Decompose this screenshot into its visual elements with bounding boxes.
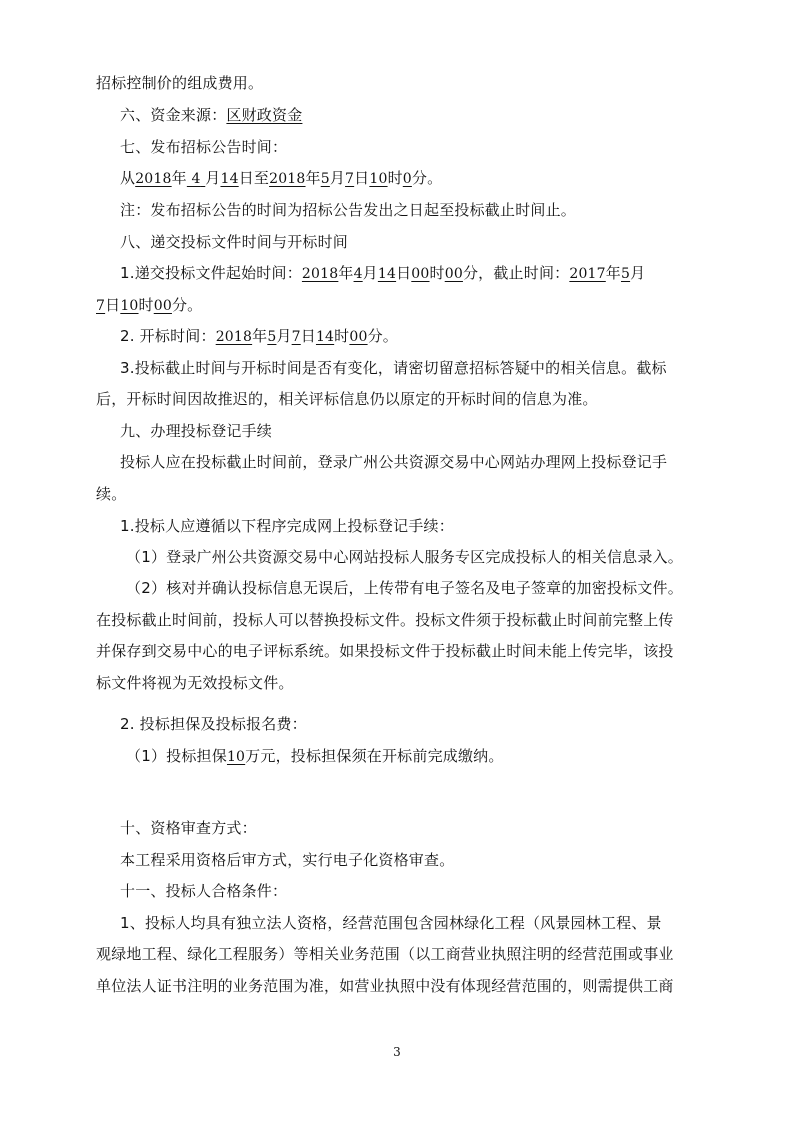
day: 7 bbox=[345, 171, 355, 187]
paragraph-line: 后，开标时间因故推迟的，相关评标信息仍以原定的开标时间的信息为准。 bbox=[96, 390, 598, 408]
section-heading: 七、发布招标公告时间： bbox=[120, 138, 288, 156]
paragraph-line: 招标控制价的组成费用。 bbox=[96, 74, 264, 92]
text: 日 bbox=[300, 327, 316, 345]
opening-time-line bbox=[120, 326, 730, 347]
amount: 10 bbox=[226, 749, 246, 765]
minute: 00 bbox=[349, 329, 368, 345]
year: 2018 bbox=[135, 171, 172, 187]
text: 月 bbox=[276, 327, 292, 345]
month: 5 bbox=[620, 266, 631, 282]
section-heading: 九、办理投标登记手续 bbox=[120, 422, 273, 440]
paragraph-line: 在投标截止时间前，投标人可以替换投标文件。投标文件须于投标截止时间前完整上传 bbox=[96, 611, 674, 629]
text: 分。 bbox=[411, 169, 443, 187]
month: 4 bbox=[353, 266, 363, 282]
text: 日 bbox=[354, 169, 370, 187]
paragraph-line: 投标人应在投标截止时间前，登录广州公共资源交易中心网站办理网上投标登记手 bbox=[120, 453, 668, 471]
text: 日 bbox=[396, 264, 412, 282]
submission-time-line bbox=[120, 263, 730, 284]
paragraph-line: 并保存到交易中心的电子评标系统。如果投标文件于投标截止时间未能上传完毕，该投 bbox=[96, 642, 674, 660]
year: 2018 bbox=[215, 329, 253, 345]
paragraph-line: 续。 bbox=[96, 485, 127, 503]
paragraph-line: （1）登录广州公共资源交易中心网站投标人服务专区完成投标人的相关信息录入。 bbox=[126, 548, 683, 566]
month: 5 bbox=[320, 171, 330, 187]
day: 7 bbox=[96, 298, 106, 314]
text: 分。 bbox=[171, 296, 203, 314]
year: 2018 bbox=[269, 171, 306, 187]
text: 年 bbox=[338, 264, 354, 282]
announcement-period-line bbox=[120, 168, 730, 189]
text: 万元，投标担保须在开标前完成缴纳。 bbox=[245, 747, 504, 765]
section-heading: 十一、投标人合格条件： bbox=[120, 882, 288, 900]
text: 时 bbox=[387, 169, 403, 187]
text: 时 bbox=[138, 296, 154, 314]
paragraph-line: 单位法人证书注明的业务范围为准，如营业执照中没有体现经营范围的，则需提供工商 bbox=[96, 977, 674, 995]
bid-guarantee-line bbox=[126, 746, 736, 767]
section-heading: 十、资格审查方式： bbox=[120, 819, 257, 837]
hour: 14 bbox=[315, 329, 335, 345]
minute: 0 bbox=[402, 171, 412, 187]
text: 2. 开标时间： bbox=[120, 327, 216, 345]
text: 分。 bbox=[367, 327, 398, 345]
text: 日 bbox=[105, 296, 121, 314]
text: 时 bbox=[334, 327, 350, 345]
text: 月 bbox=[362, 264, 378, 282]
day: 14 bbox=[377, 266, 397, 282]
minute: 00 bbox=[153, 298, 172, 314]
text: 年 bbox=[605, 264, 621, 282]
day: 7 bbox=[291, 329, 301, 345]
paragraph-line: 2. 投标担保及投标报名费： bbox=[120, 715, 307, 733]
text: 时 bbox=[429, 264, 445, 282]
text: 年 bbox=[171, 169, 187, 187]
text: 月 bbox=[205, 169, 221, 187]
text: （1）投标担保 bbox=[126, 747, 227, 765]
text: 日至 bbox=[238, 169, 270, 187]
hour: 10 bbox=[369, 171, 388, 187]
section-heading: 八、递交投标文件时间与开标时间 bbox=[120, 233, 349, 251]
month: 5 bbox=[267, 329, 277, 345]
funding-source-line bbox=[120, 105, 730, 125]
paragraph-line: 标文件将视为无效投标文件。 bbox=[96, 674, 294, 692]
hour: 00 bbox=[411, 266, 430, 282]
paragraph-line: 观绿地工程、绿化工程服务）等相关业务范围（以工商营业执照注明的经营范围或事业 bbox=[96, 945, 674, 963]
year: 2018 bbox=[301, 266, 339, 282]
funding-source-label: 六、资金来源： bbox=[120, 106, 227, 124]
minute: 00 bbox=[444, 266, 463, 282]
text: 1.递交投标文件起始时间： bbox=[120, 264, 302, 282]
paragraph-line: 1、投标人均具有独立法人资格，经营范围包含园林绿化工程（风景园林工程、景 bbox=[120, 914, 662, 932]
paragraph-line: 3.投标截止时间与开标时间是否有变化，请密切留意招标答疑中的相关信息。截标 bbox=[120, 359, 667, 377]
text: 分，截止时间： bbox=[462, 264, 570, 282]
text: 年 bbox=[305, 169, 321, 187]
paragraph-line: 本工程采用资格后审方式，实行电子化资格审查。 bbox=[120, 851, 455, 869]
year: 2017 bbox=[569, 266, 606, 282]
text: 月 bbox=[329, 169, 346, 187]
page-number: 3 bbox=[393, 1045, 401, 1059]
funding-source-value: 区财政资金 bbox=[226, 106, 303, 124]
submission-deadline-line bbox=[96, 295, 706, 316]
text: 从 bbox=[120, 169, 136, 187]
note-line: 注：发布招标公告的时间为招标公告发出之日起至投标截止时间止。 bbox=[120, 201, 577, 219]
paragraph-line: 1.投标人应遵循以下程序完成网上投标登记手续： bbox=[120, 517, 454, 535]
hour: 10 bbox=[120, 298, 139, 314]
day: 14 bbox=[220, 171, 239, 187]
month: 4 bbox=[191, 171, 201, 187]
text: 月 bbox=[630, 264, 646, 282]
paragraph-line: （2）核对并确认投标信息无误后，上传带有电子签名及电子签章的加密投标文件。 bbox=[126, 579, 683, 597]
text: 年 bbox=[252, 327, 268, 345]
